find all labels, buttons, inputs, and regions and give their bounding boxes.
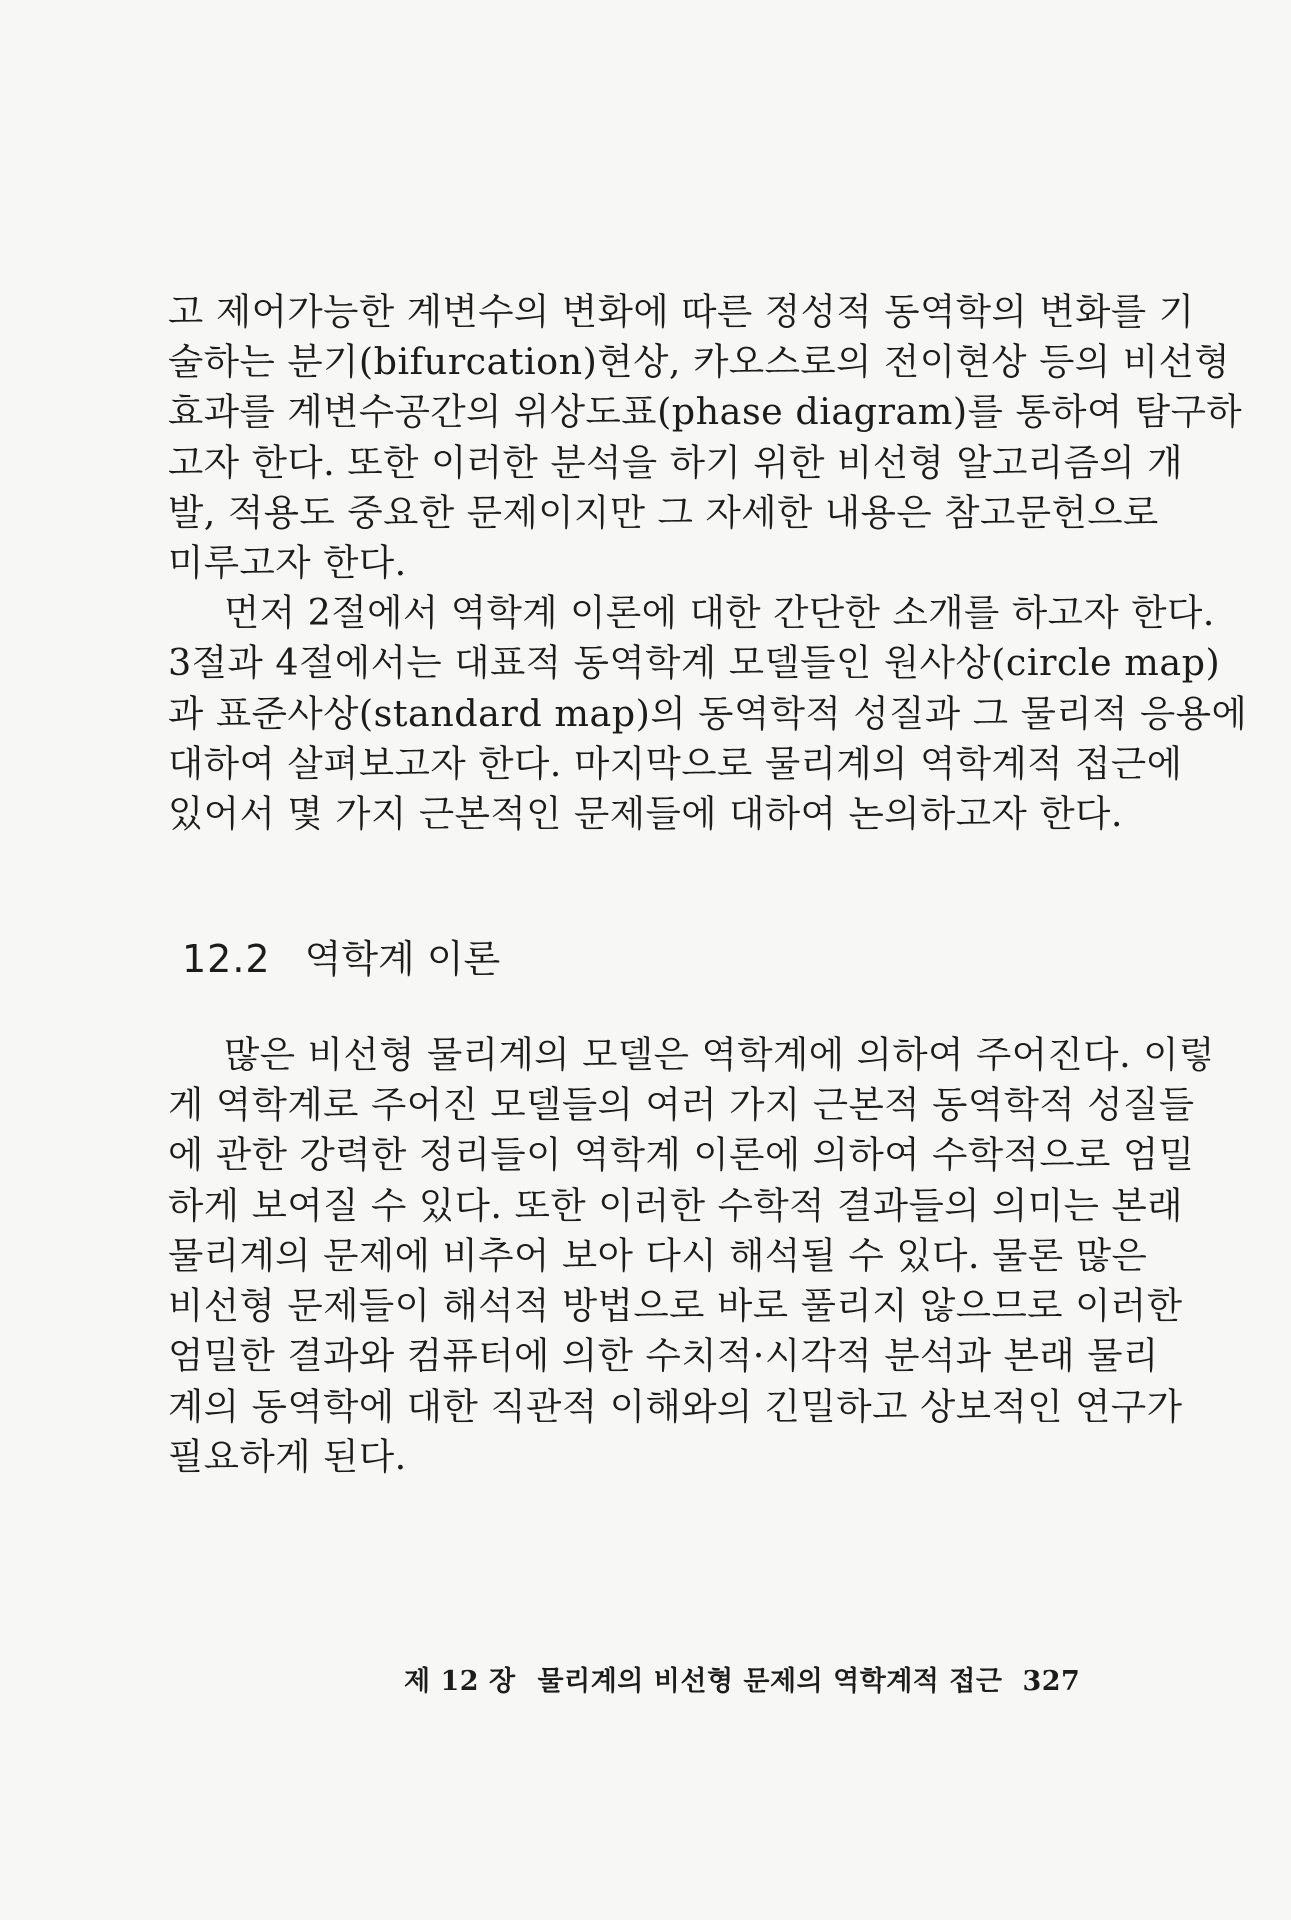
text-line: 계의 동역학에 대한 직관적 이해와의 긴밀하고 상보적인 연구가 — [168, 1385, 1183, 1428]
text-line: 미루고자 한다. — [168, 541, 407, 584]
text-line: 발, 적용도 중요한 문제이지만 그 자세한 내용은 참고문헌으로 — [168, 491, 1159, 534]
text-line: 엄밀한 결과와 컴퓨터에 의한 수치적·시각적 분석과 본래 물리 — [168, 1334, 1159, 1377]
section-heading — [182, 935, 500, 983]
text-line: 술하는 분기(bifurcation)현상, 카오스로의 전이현상 등의 비선형 — [168, 340, 1231, 383]
text-line: 고 제어가능한 계변수의 변화에 따른 정성적 동역학의 변화를 기 — [168, 290, 1195, 333]
footer-chapter: 제 12 장 — [404, 1666, 516, 1697]
text-line: 3절과 4절에서는 대표적 동역학계 모델들인 원사상(circle map) — [168, 641, 1221, 684]
text-line: 고자 한다. 또한 이러한 분석을 하기 위한 비선형 알고리즘의 개 — [168, 441, 1183, 484]
text-line: 효과를 계변수공간의 위상도표(phase diagram)를 통하여 탐구하 — [168, 390, 1243, 433]
text-line: 있어서 몇 가지 근본적인 문제들에 대하여 논의하고자 한다. — [168, 792, 1124, 835]
text-line: 대하여 살펴보고자 한다. 마지막으로 물리계의 역학계적 접근에 — [168, 742, 1183, 785]
running-footer — [404, 1664, 1080, 1700]
text-line: 먼저 2절에서 역학계 이론에 대한 간단한 소개를 하고자 한다. — [224, 591, 1215, 634]
text-line: 비선형 문제들이 해석적 방법으로 바로 풀리지 않으므로 이러한 — [168, 1284, 1183, 1327]
text-line: 과 표준사상(standard map)의 동역학적 성질과 그 물리적 응용에 — [168, 692, 1248, 735]
text-line: 물리계의 문제에 비추어 보아 다시 해석될 수 있다. 물론 많은 — [168, 1234, 1148, 1277]
section-title: 역학계 이론 — [304, 937, 501, 981]
text-line: 필요하게 된다. — [168, 1435, 407, 1478]
text-line: 많은 비선형 물리계의 모델은 역학계에 의하여 주어진다. 이렇 — [224, 1033, 1215, 1076]
section-number: 12.2 — [182, 937, 271, 981]
page-number: 327 — [1022, 1666, 1081, 1697]
text-line: 게 역학계로 주어진 모델들의 여러 가지 근본적 동역학적 성질들 — [168, 1083, 1195, 1126]
text-line: 하게 보여질 수 있다. 또한 이러한 수학적 결과들의 의미는 본래 — [168, 1184, 1183, 1227]
text-line: 에 관한 강력한 정리들이 역학계 이론에 의하여 수학적으로 엄밀 — [168, 1133, 1195, 1176]
footer-title: 물리계의 비선형 문제의 역학계적 접근 — [537, 1666, 1003, 1697]
